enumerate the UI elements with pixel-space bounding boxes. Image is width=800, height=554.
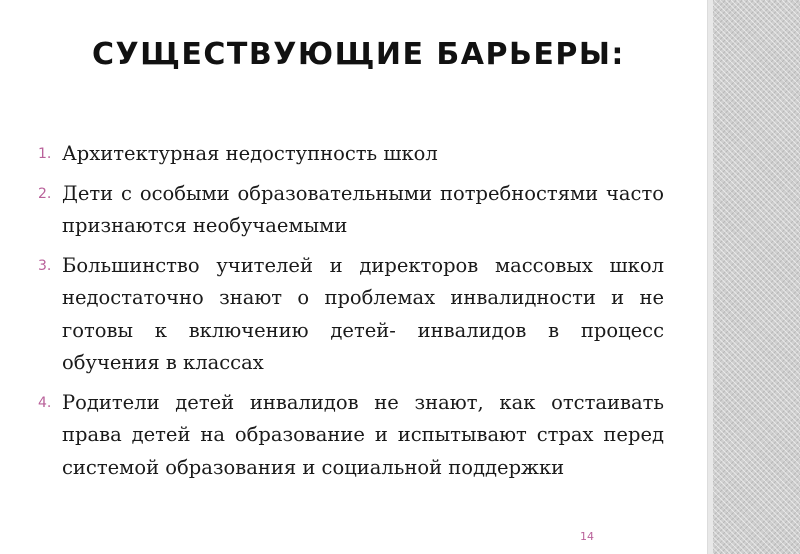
list-item-text: Большинство учителей и директоров массовых школ недостаточно знают о проблемах инвалидности и не готовы к включению детей- инвалидов в процесс обучения в классах (62, 253, 664, 374)
list-item (38, 138, 664, 171)
list-item-number: 2. (38, 185, 52, 202)
list-item (38, 250, 664, 380)
list-item-text: Родители детей инвалидов не знают, как отстаивать права детей на образование и испытывают страх перед системой образования и социальной поддержки (62, 390, 664, 479)
barrier-list (38, 138, 664, 484)
list-item (38, 178, 664, 243)
slide-content (38, 138, 664, 491)
list-item-number: 1. (38, 146, 52, 162)
list-item-text: Дети с особыми образовательными потребностями часто признаются необучаемыми (62, 181, 664, 237)
list-item-number: 3. (38, 257, 52, 274)
list-item (38, 387, 664, 485)
list-item-number: 4. (38, 394, 52, 411)
slide-title: СУЩЕСТВУЮЩИЕ БАРЬЕРЫ: (92, 37, 625, 72)
decorative-side-panel (713, 0, 800, 554)
page-number: 14 (580, 530, 594, 543)
list-item-text: Архитектурная недоступность школ (62, 142, 438, 165)
